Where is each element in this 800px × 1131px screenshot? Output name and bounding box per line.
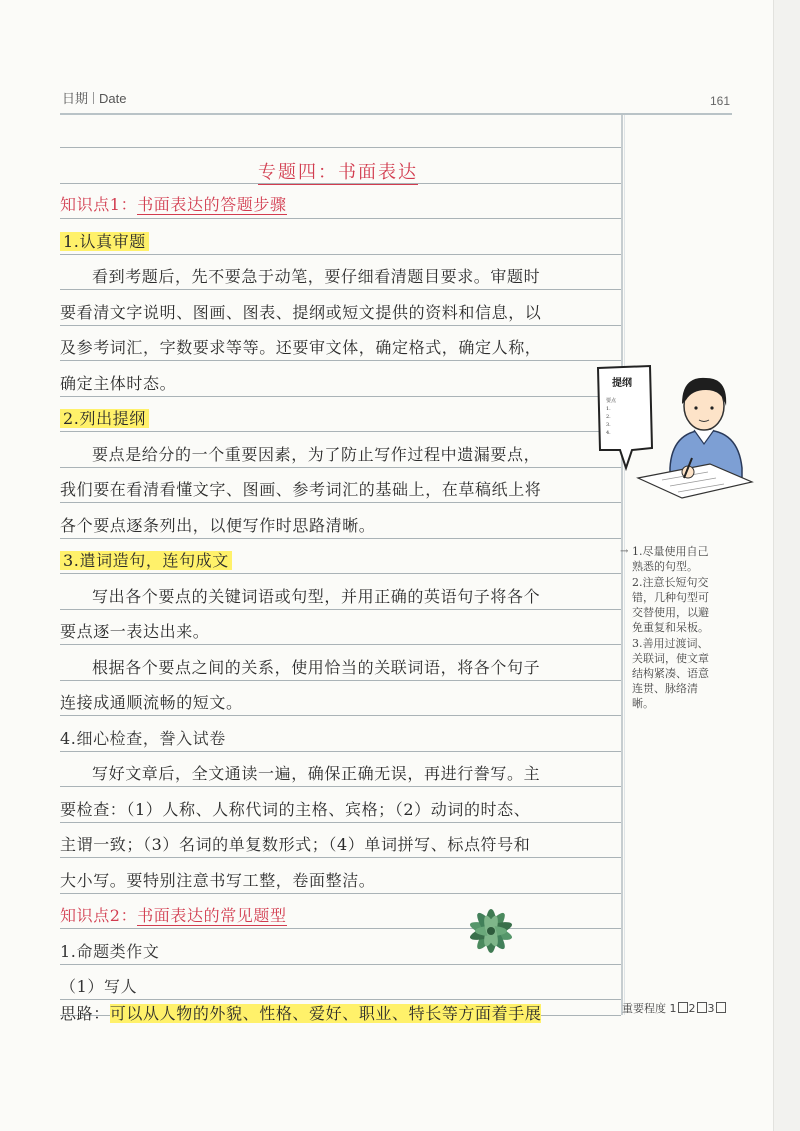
side-notes [620,544,712,712]
outline-line: 3. [606,422,611,428]
type1-idea [60,1001,616,1024]
step3-line-4: 连接成通顺流畅的短文。 [60,693,243,712]
step3-heading-text: 3.遣词造句，连句成文 [60,551,232,570]
date-label-cn: 日期 [62,91,89,106]
header-rule [60,113,732,115]
ruled-line [60,538,621,539]
page-edge [773,0,800,1131]
arrow-icon: → [620,546,629,557]
importance-level-2: 2 [688,1002,696,1015]
ruled-line [60,325,621,326]
ruled-line [60,857,621,858]
importance-rating [622,1000,727,1016]
ruled-line [60,289,621,290]
step2-line-2: 我们要在看清看懂文字、图画、参考词汇的基础上，在草稿纸上将 [60,480,542,499]
boy-eye [710,406,713,409]
date-field [62,88,126,107]
ruled-line [60,999,621,1000]
idea-text: 可以从人物的外貌、性格、爱好、职业、特长等方面着手展 [109,1004,542,1023]
kp1-prefix: 知识点1： [60,195,138,214]
step1-line-1: 看到考题后，先不要急于动笔，要仔细看清题目要求。审题时 [92,267,541,286]
ruled-line [60,609,621,610]
margin-line [621,115,623,1015]
ruled-line [60,644,621,645]
page-number: 161 [710,94,731,108]
ruled-line [60,680,621,681]
step4-heading: 4.细心检查，誊入试卷 [60,729,226,748]
importance-level-1: 1 [669,1002,677,1015]
kp2-heading [60,903,616,926]
step2-line-3: 各个要点逐条列出，以便写作时思路清晰。 [60,516,376,535]
student-writing-illustration [592,360,772,500]
ruled-line [60,360,621,361]
page-title [60,158,616,184]
step2-heading [60,406,616,429]
step4-line-1: 写好文章后，全文通读一遍，确保正确无误，再进行誊写。主 [92,764,541,783]
importance-level-3: 3 [707,1002,715,1015]
checkbox-icon [678,1002,688,1013]
ruled-line [60,502,621,503]
outline-line: 1. [606,406,611,412]
idea-label: 思路： [60,1004,110,1023]
kp2-title: 书面表达的常见题型 [137,906,287,925]
date-label-en: Date [99,91,127,106]
ruled-line [60,218,621,219]
checkbox-icon [716,1002,726,1013]
step1-line-2: 要看清文字说明、图画、图表、提纲或短文提供的资料和信息，以 [60,303,542,322]
side-note: 1.尽量使用自己熟悉的句型。 [632,545,709,573]
step3-line-2: 要点逐一表达出来。 [60,622,210,641]
ruled-line [60,254,621,255]
step2-line-1: 要点是给分的一个重要因素，为了防止写作过程中遗漏要点， [92,445,541,464]
outline-line: 要点 [606,398,617,404]
step1-line-3: 及参考词汇，字数要求等等。还要审文体，确定格式，确定人称， [60,338,542,357]
step1-heading-text: 1.认真审题 [60,232,149,251]
ruled-line [60,431,621,432]
step2-heading-text: 2.列出提纲 [60,409,149,428]
date-separator [93,92,94,104]
ruled-line [60,928,621,929]
ruled-line [60,822,621,823]
outline-line: 4. [606,430,611,436]
ruled-line [60,573,621,574]
ruled-line [60,396,621,397]
step3-heading [60,548,616,571]
ruled-line [60,893,621,894]
type1-sub: （1）写人 [60,977,138,996]
plant-icon [460,900,522,962]
side-note: 3.善用过渡词、关联词，使文章结构紧凑、语意连贯、脉络清晰。 [632,637,709,710]
step1-line-4: 确定主体时态。 [60,374,177,393]
step4-line-3: 主谓一致；（3）名词的单复数形式；（4）单词拼写、标点符号和 [60,835,531,854]
ruled-line [60,467,621,468]
ruled-line [60,147,621,148]
ruled-line [60,786,621,787]
boy-eye [694,406,697,409]
importance-label: 重要程度 [622,1002,666,1015]
kp1-heading [60,192,616,215]
outline-line: 2. [606,414,611,420]
step1-heading [60,229,616,252]
side-note: 2.注意长短句交错，几种句型可交替使用，以避免重复和呆板。 [632,576,709,634]
margin-line-inner [624,115,625,1015]
step4-line-2: 要检查：（1）人称、人称代词的主格、宾格；（2）动词的时态、 [60,800,531,819]
type1-heading: 1.命题类作文 [60,942,160,961]
kp1-title: 书面表达的答题步骤 [137,195,287,214]
ruled-line [60,964,621,965]
checkbox-icon [697,1002,707,1013]
outline-title: 提纲 [612,378,632,389]
step3-line-3: 根据各个要点之间的关系，使用恰当的关联词语，将各个句子 [92,658,541,677]
kp2-prefix: 知识点2： [60,906,138,925]
ruled-line [60,751,621,752]
step4-line-4: 大小写。要特别注意书写工整，卷面整洁。 [60,871,376,890]
page-title-text: 专题四：书面表达 [258,162,418,183]
ruled-line [60,715,621,716]
step3-line-1: 写出各个要点的关键词语或句型，并用正确的英语句子将各个 [92,587,541,606]
